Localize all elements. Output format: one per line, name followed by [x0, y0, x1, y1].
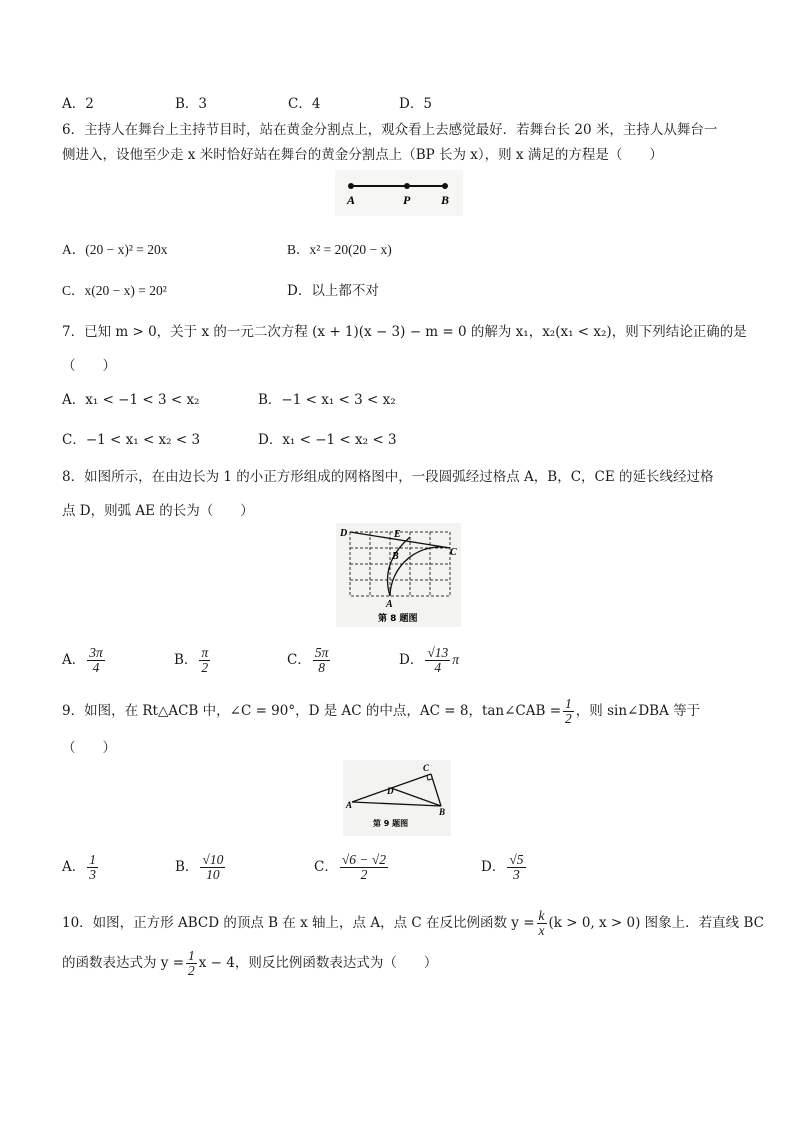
- q8-label-a: A: [386, 599, 393, 610]
- q10-stem-part3: 的函数表达式为 y =: [62, 955, 185, 972]
- q7-option-d: D．x₁ < −1 < x₂ < 3: [258, 432, 397, 448]
- q7-option-c: C．−1 < x₁ < x₂ < 3: [62, 432, 201, 448]
- q10-stem-line2: [62, 949, 437, 978]
- q8-option-d-pi: π: [452, 652, 460, 668]
- q8-label-b: B: [392, 551, 399, 562]
- q6-option-b: B．x² = 20(20 − x): [287, 242, 392, 257]
- q6-label-p: P: [403, 193, 411, 207]
- q6-label-a: A: [347, 193, 356, 207]
- q8-label-d: D: [340, 528, 348, 539]
- q5-option-a: A．2: [62, 96, 94, 112]
- q8-option-b-label: B．: [174, 652, 198, 669]
- q9-option-b: [175, 853, 227, 882]
- q9-option-c-fraction: $\frac{√6 - √2}{2}$: [341, 852, 387, 883]
- q8-option-a-label: A．: [62, 652, 86, 669]
- q8-label-c: C: [450, 547, 457, 558]
- q8-stem-line2: 点 D，则弧 AE 的长为（ ）: [62, 503, 254, 519]
- q6-figure-segment: [335, 170, 463, 216]
- q5-option-b: B．3: [175, 96, 208, 112]
- q9-option-d-label: D．: [481, 859, 506, 876]
- q10-stem-line1: [62, 909, 764, 938]
- q9-label-c: C: [423, 763, 430, 773]
- q9-figure-triangle: [343, 760, 451, 836]
- q8-label-e: E: [394, 529, 401, 540]
- q8-option-d-fraction: $\frac{√13}{4}$: [427, 645, 449, 676]
- q9-option-d: [481, 853, 528, 882]
- q5-option-d: D．5: [399, 96, 432, 112]
- q9-stem-part1: 9．如图，在 Rt△ACB 中，∠C = 90°，D 是 AC 的中点，AC = 8，tan∠CAB =: [62, 703, 562, 720]
- q8-option-b: [174, 646, 212, 675]
- q8-option-a: [62, 646, 107, 675]
- q9-option-b-label: B．: [175, 859, 199, 876]
- q7-option-a: A．x₁ < −1 < 3 < x₂: [62, 392, 200, 408]
- q8-option-d-label: D．: [399, 652, 424, 669]
- q9-option-a: [62, 853, 100, 882]
- q9-option-a-label: A．: [62, 859, 86, 876]
- q9-caption: 第 9 题图: [373, 819, 409, 828]
- q8-option-b-fraction: $\frac{\pi}{2}$: [201, 645, 209, 676]
- q9-option-d-fraction: $\frac{√5}{3}$: [509, 852, 524, 883]
- q6-option-a: A．(20 − x)² = 20x: [62, 242, 168, 257]
- q8-stem-line1: 8．如图所示，在由边长为 1 的小正方形组成的网格图中，一段圆弧经过格点 A，B，C，CE 的延长线经过格: [62, 469, 714, 485]
- q10-stem-part1: 10．如图，正方形 ABCD 的顶点 B 在 x 轴上，点 A，点 C 在反比例函数 y =: [62, 915, 535, 932]
- q6-label-b: B: [441, 193, 450, 207]
- q9-stem-line1: [62, 697, 700, 726]
- q8-option-a-fraction: $\frac{3\pi}{4}$: [89, 645, 103, 676]
- q8-option-d: [399, 646, 459, 675]
- q5-option-c: C．4: [288, 96, 321, 112]
- q9-label-a: A: [346, 800, 353, 810]
- q9-label-b: B: [439, 807, 446, 817]
- q10-stem-part2: (k > 0, x > 0) 图象上．若直线 BC: [548, 915, 764, 932]
- q9-stem-part2: ，则 sin∠DBA 等于: [575, 703, 701, 720]
- q9-option-c-label: C．: [314, 859, 338, 876]
- q8-figure-grid: [336, 523, 461, 627]
- q6-option-c: C．x(20 − x) = 20²: [62, 283, 167, 298]
- q7-stem-line1: 7．已知 m > 0，关于 x 的一元二次方程 (x + 1)(x − 3) − m = 0 的解为 x₁，x₂(x₁ < x₂)，则下列结论正确的是: [62, 324, 747, 340]
- q9-tan-fraction: $\frac{1}{2}$: [565, 696, 572, 727]
- q9-option-b-fraction: $\frac{√10}{10}$: [202, 852, 224, 883]
- q8-option-c-label: C．: [287, 652, 311, 669]
- q10-stem-part4: x − 4，则反比例函数表达式为（ ）: [198, 955, 438, 972]
- q10-k-over-x-fraction: $\frac{k}{x}$: [538, 908, 545, 939]
- q7-option-b: B．−1 < x₁ < 3 < x₂: [258, 392, 396, 408]
- q8-caption: 第 8 题图: [378, 614, 418, 624]
- q6-option-d: D．以上都不对: [287, 283, 379, 299]
- q9-stem-line2: （ ）: [62, 740, 116, 756]
- q9-option-a-fraction: $\frac{1}{3}$: [89, 852, 96, 883]
- q6-stem-line2: 侧进入，设他至少走 x 米时恰好站在舞台的黄金分割点上（BP 长为 x），则 x 满足的方程是（ ）: [62, 147, 663, 163]
- q8-option-c-fraction: $\frac{5\pi}{8}$: [314, 645, 329, 676]
- q10-slope-fraction: $\frac{1}{2}$: [188, 948, 195, 979]
- q7-stem-line2: （ ）: [62, 358, 116, 374]
- q8-option-c: [287, 646, 332, 675]
- q6-stem-line1: 6．主持人在舞台上主持节目时，站在黄金分割点上，观众看上去感觉最好．若舞台长 20 米，主持人从舞台一: [62, 122, 718, 138]
- q9-label-d: D: [387, 786, 394, 796]
- q9-option-c: [314, 853, 390, 882]
